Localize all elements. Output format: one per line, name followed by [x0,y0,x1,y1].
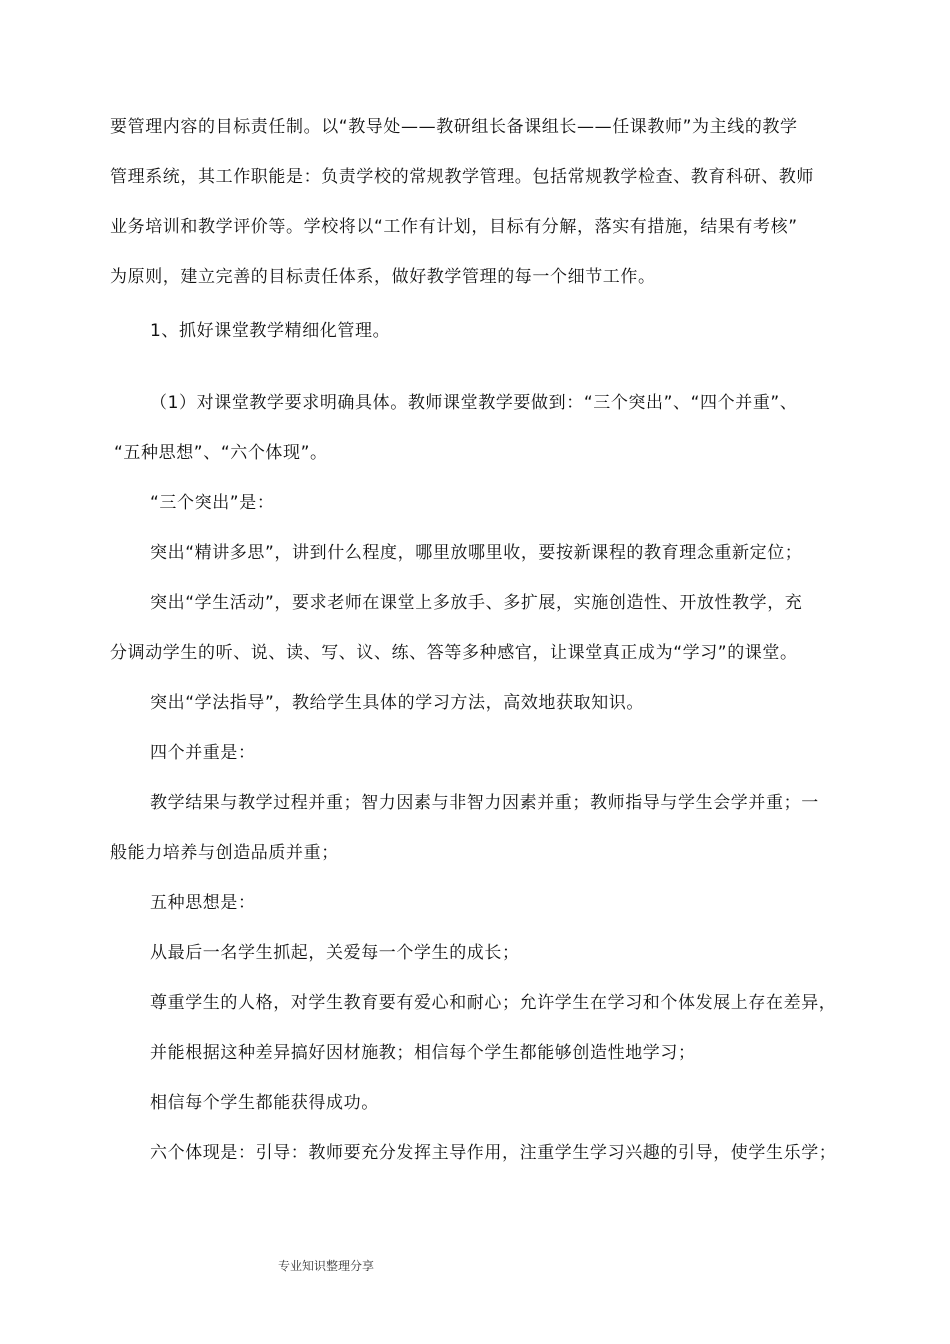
paragraph-line: 业务培训和教学评价等。学校将以“工作有计划，目标有分解，落实有措施，结果有考核” [110,217,798,237]
paragraph-line: 突出“学生活动”，要求老师在课堂上多放手、多扩展，实施创造性、开放性教学，充 [150,593,803,613]
paragraph-line: 从最后一名学生抓起，关爱每一个学生的成长； [150,943,520,963]
subheading-line: 五种思想是： [150,893,256,913]
paragraph-line: 突出“学法指导”，教给学生具体的学习方法，高效地获取知识。 [150,693,645,713]
paragraph-line: 尊重学生的人格，对学生教育要有爱心和耐心；允许学生在学习和个体发展上存在差异， [150,993,837,1013]
paragraph-line: 教学结果与教学过程并重；智力因素与非智力因素并重；教师指导与学生会学并重；一 [150,793,819,813]
paragraph-line: 六个体现是：引导：教师要充分发挥主导作用，注重学生学习兴趣的引导，使学生乐学； [150,1143,837,1163]
section-heading: 1、抓好课堂教学精细化管理。 [150,321,391,341]
paragraph-line: 相信每个学生都能获得成功。 [150,1093,379,1113]
subheading-line: 四个并重是： [150,743,256,763]
paragraph-line: 管理系统，其工作职能是：负责学校的常规教学管理。包括常规教学检查、教育科研、教师 [110,167,814,187]
paragraph-line: “五种思想”、“六个体现”。 [114,443,328,463]
paragraph-line: 并能根据这种差异搞好因材施教；相信每个学生都能够创造性地学习； [150,1043,696,1063]
paragraph-line: 般能力培养与创造品质并重； [110,843,339,863]
paragraph-line: 分调动学生的听、说、读、写、议、练、答等多种感官，让课堂真正成为“学习”的课堂。 [110,643,798,663]
paragraph-line: 突出“精讲多思”，讲到什么程度，哪里放哪里收，要按新课程的教育理念重新定位； [150,543,803,563]
subheading-line: “三个突出”是： [150,493,275,513]
page-footer: 专业知识整理分享 [278,1259,375,1273]
paragraph-line: 要管理内容的目标责任制。以“教导处——教研组长备课组长——任课教师”为主线的教学 [110,117,798,137]
paragraph-line: 为原则，建立完善的目标责任体系，做好教学管理的每一个细节工作。 [110,267,656,287]
paragraph-line: （1）对课堂教学要求明确具体。教师课堂教学要做到：“三个突出”、“四个并重”、 [150,393,798,413]
